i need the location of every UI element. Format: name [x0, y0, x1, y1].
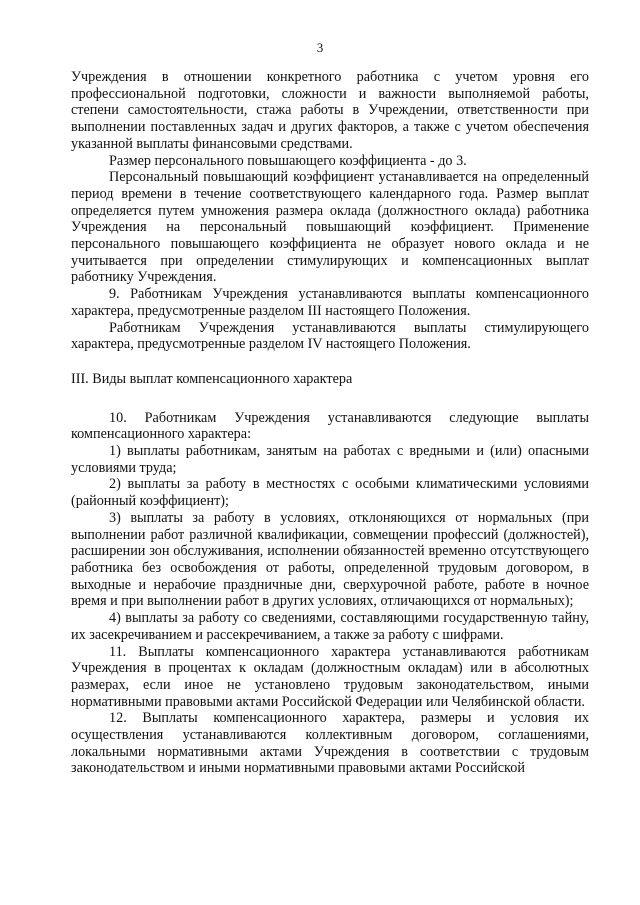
paragraph-item-10: 10. Работникам Учреждения устанавливаются следующие выплаты компенсационного характера: [71, 409, 589, 443]
paragraph-coefficient-limit: Размер персонального повышающего коэффициента - до 3. [109, 152, 467, 169]
list-item-1: 1) выплаты работникам, занятым на работах с вредными и (или) опасными условиями труда; [71, 443, 589, 476]
paragraph-stimulating-payments: Работникам Учреждения устанавливаются выплаты стимулирующего характера, предусмотренные разделом IV настоящего Положения. [71, 319, 589, 353]
paragraph-item-12: 12. Выплаты компенсационного характера, размеры и условия их осуществления устанавливаются коллективным договором, соглашениями, локальными нормативными актами Учреждения в соответствии с трудовым законодательством и иными нормативными правовыми актами Российской [71, 710, 589, 777]
section-heading: III. Виды выплат компенсационного характера [71, 370, 353, 387]
list-item-3: 3) выплаты за работу в условиях, отклоняющихся от нормальных (при выполнении работ различной квалификации, совмещении профессий (должностей), расширении зон обслуживания, исполнении обязанностей временно отсутствующего работника без освобождения от работы, определенной трудовым договором, в выходные и нерабочие праздничные дни, сверхурочной работе, работе в ночное время и при выполнении работ в других условиях, отличающихся от нормальных); [71, 509, 589, 610]
list-item-2: 2) выплаты за работу в местностях с особыми климатическими условиями (районный коэффициент); [71, 476, 589, 510]
paragraph-item-9: 9. Работникам Учреждения устанавливаются выплаты компенсационного характера, предусмотренные разделом III настоящего Положения. [71, 286, 589, 319]
paragraph-item-11: 11. Выплаты компенсационного характера устанавливаются работникам Учреждения в процентах к окладам (должностным окладам) или в абсолютных размерах, если иное не установлено трудовым законодательством, иными нормативными правовыми актами Российской Федерации или Челябинской области. [71, 643, 589, 710]
paragraph-personal-coefficient: Персональный повышающий коэффициент устанавливается на определенный период времени в течение соответствующего календарного года. Размер выплат определяется путем умножения размера оклада (должностного оклада) работника Учреждения на персональный повышающий коэффициент. Применение персонального повышающего коэффициента не образует нового оклада и не учитывается при определении стимулирующих и компенсационных выплат работнику Учреждения. [71, 169, 589, 286]
page-number: 3 [316, 40, 324, 55]
list-item-4: 4) выплаты за работу со сведениями, составляющими государственную тайну, их засекречиванием и рассекречиванием, а также за работу с шифрами. [71, 610, 589, 643]
document-body [71, 69, 589, 777]
paragraph-continuation: Учреждения в отношении конкретного работника с учетом уровня его профессиональной подготовки, сложности и важности выполняемой работы, степени самостоятельности, стажа работы в Учреждении, ответственности при выполнении поставленных задач и других факторов, а также с учетом обеспечения указанной выплаты финансовыми средствами. [71, 69, 589, 152]
